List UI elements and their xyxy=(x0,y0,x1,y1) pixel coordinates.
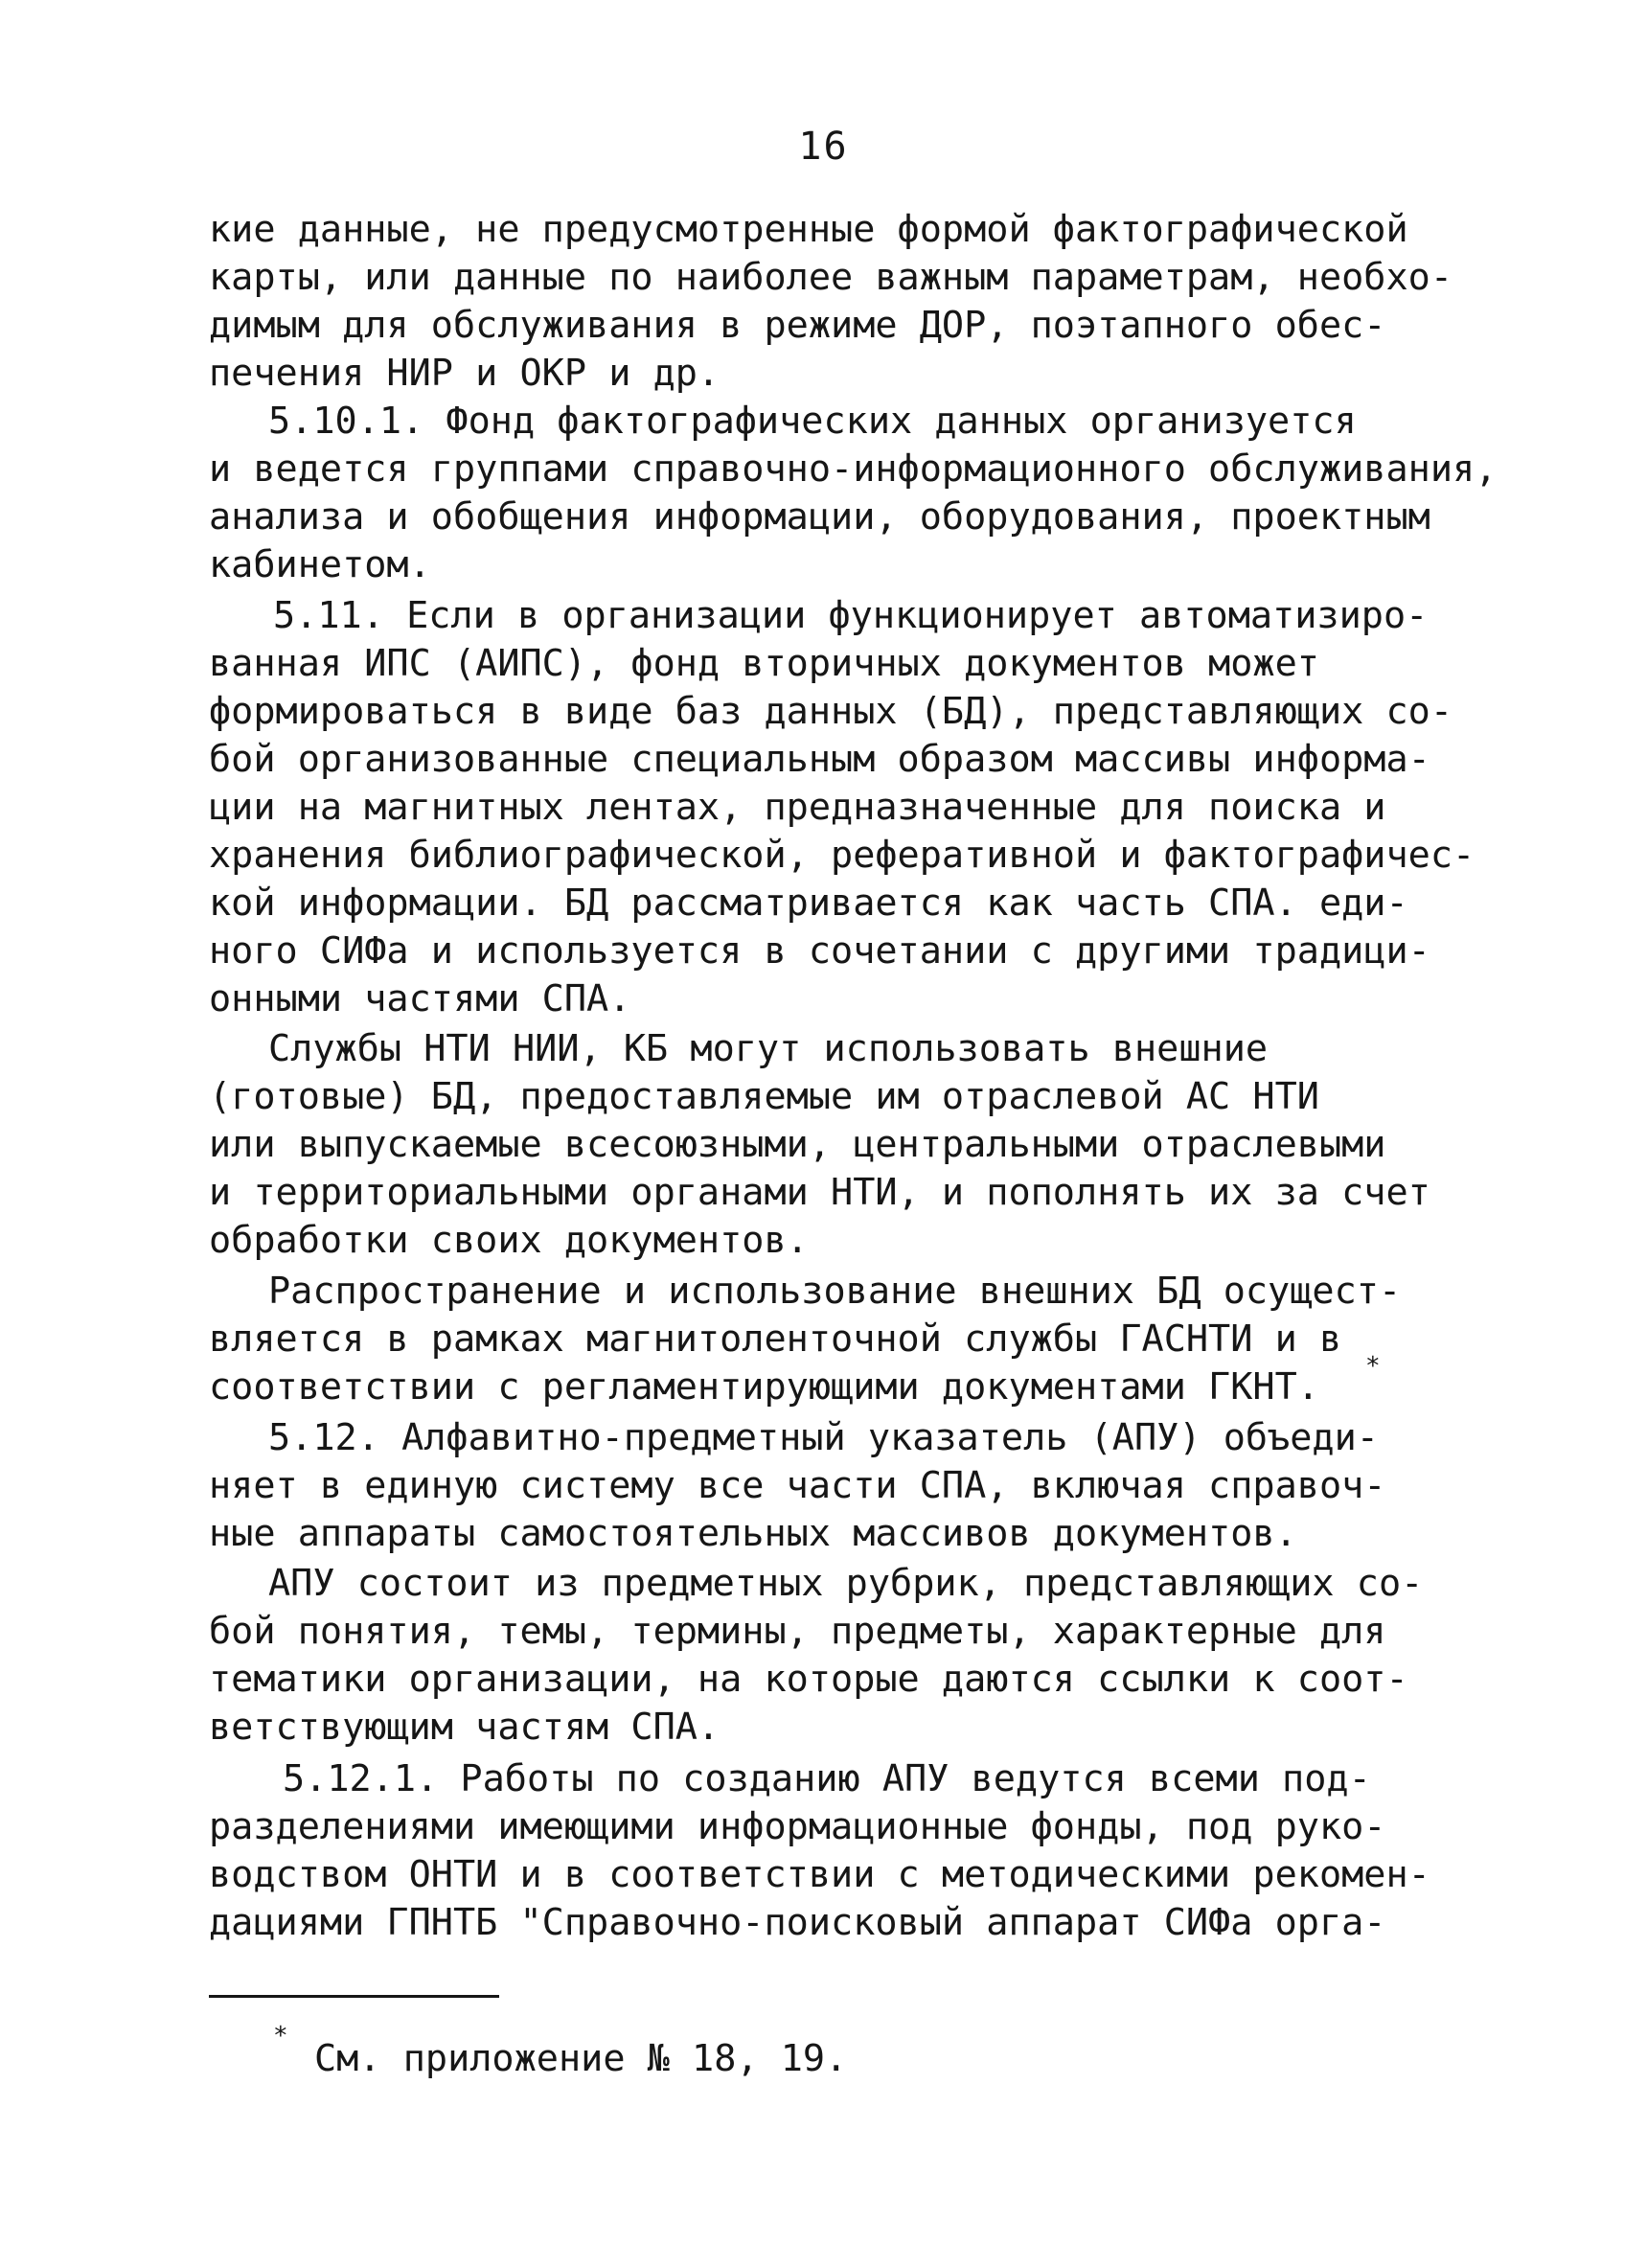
paragraph-apu-start: АПУ состоит из предметных рубрик, представляющих со- xyxy=(268,1562,1424,1605)
text-line: карты, или данные по наиболее важным параметрам, необхо- xyxy=(209,256,1453,299)
text-line: соответствии с регламентирующими документами ГКНТ. xyxy=(209,1365,1319,1409)
text-line: няет в единую систему все части СПА, включая справоч- xyxy=(209,1464,1386,1507)
text-line: ветствующим частям СПА. xyxy=(209,1706,721,1749)
text-line: тематики организации, на которые даются ссылки к соот- xyxy=(209,1658,1408,1701)
text-line: бой организованные специальным образом массивы информа- xyxy=(209,738,1430,781)
text-line: формироваться в виде баз данных (БД), представляющих со- xyxy=(209,690,1453,733)
paragraph-5-12-1-start: 5.12.1. Работы по созданию АПУ ведутся всеми под- xyxy=(283,1757,1371,1800)
text-line: разделениями имеющими информационные фонды, под руко- xyxy=(209,1805,1386,1848)
footnote-reference-mark: * xyxy=(1365,1352,1381,1381)
footnote-divider xyxy=(209,1995,499,1998)
paragraph-5-11-start: 5.11. Если в организации функционирует автоматизиро- xyxy=(273,594,1429,637)
text-line: ции на магнитных лентах, предназначенные для поиска и xyxy=(209,786,1386,829)
text-line: водством ОНТИ и в соответствии с методическими рекомен- xyxy=(209,1853,1430,1896)
paragraph-services-start: Службы НТИ НИИ, КБ могут использовать внешние xyxy=(268,1027,1269,1070)
text-line: ные аппараты самостоятельных массивов документов. xyxy=(209,1512,1297,1555)
text-line: и территориальными органами НТИ, и пополнять их за счет xyxy=(209,1171,1430,1214)
text-line: анализа и обобщения информации, оборудования, проектным xyxy=(209,495,1430,538)
text-line: хранения библиографической, реферативной и фактографичес- xyxy=(209,834,1475,877)
text-line: обработки своих документов. xyxy=(209,1219,809,1262)
footnote-text: См. приложение № 18, 19. xyxy=(314,2037,848,2080)
text-line: кой информации. БД рассматривается как часть СПА. еди- xyxy=(209,882,1408,925)
text-line: печения НИР и ОКР и др. xyxy=(209,352,721,395)
text-line: кабинетом. xyxy=(209,543,431,586)
text-line: и ведется группами справочно-информационного обслуживания, xyxy=(209,447,1498,491)
text-line: кие данные, не предусмотренные формой фактографической xyxy=(209,208,1408,251)
text-line: онными частями СПА. xyxy=(209,977,631,1020)
text-line: или выпускаемые всесоюзными, центральными отраслевыми xyxy=(209,1123,1386,1166)
text-line: бой понятия, темы, термины, предметы, характерные для xyxy=(209,1610,1386,1653)
footnote-mark: * xyxy=(273,2022,288,2050)
paragraph-5-12-start: 5.12. Алфавитно-предметный указатель (АПУ) объеди- xyxy=(268,1416,1379,1459)
text-line: (готовые) БД, предоставляемые им отраслевой АС НТИ xyxy=(209,1075,1319,1118)
text-line: димым для обслуживания в режиме ДОР, поэтапного обес- xyxy=(209,304,1386,347)
text-line: вляется в рамках магнитоленточной службы ГАСНТИ и в xyxy=(209,1317,1342,1361)
paragraph-distribution-start: Распространение и использование внешних БД осущест- xyxy=(268,1270,1402,1313)
page-number: 16 xyxy=(798,125,849,169)
text-line: ного СИФа и используется в сочетании с другими традици- xyxy=(209,929,1430,973)
text-line: дациями ГПНТБ "Справочно-поисковый аппарат СИФа орга- xyxy=(209,1901,1386,1944)
paragraph-5-10-1-start: 5.10.1. Фонд фактографических данных организуется xyxy=(268,400,1357,443)
text-line: ванная ИПС (АИПС), фонд вторичных документов может xyxy=(209,642,1319,685)
